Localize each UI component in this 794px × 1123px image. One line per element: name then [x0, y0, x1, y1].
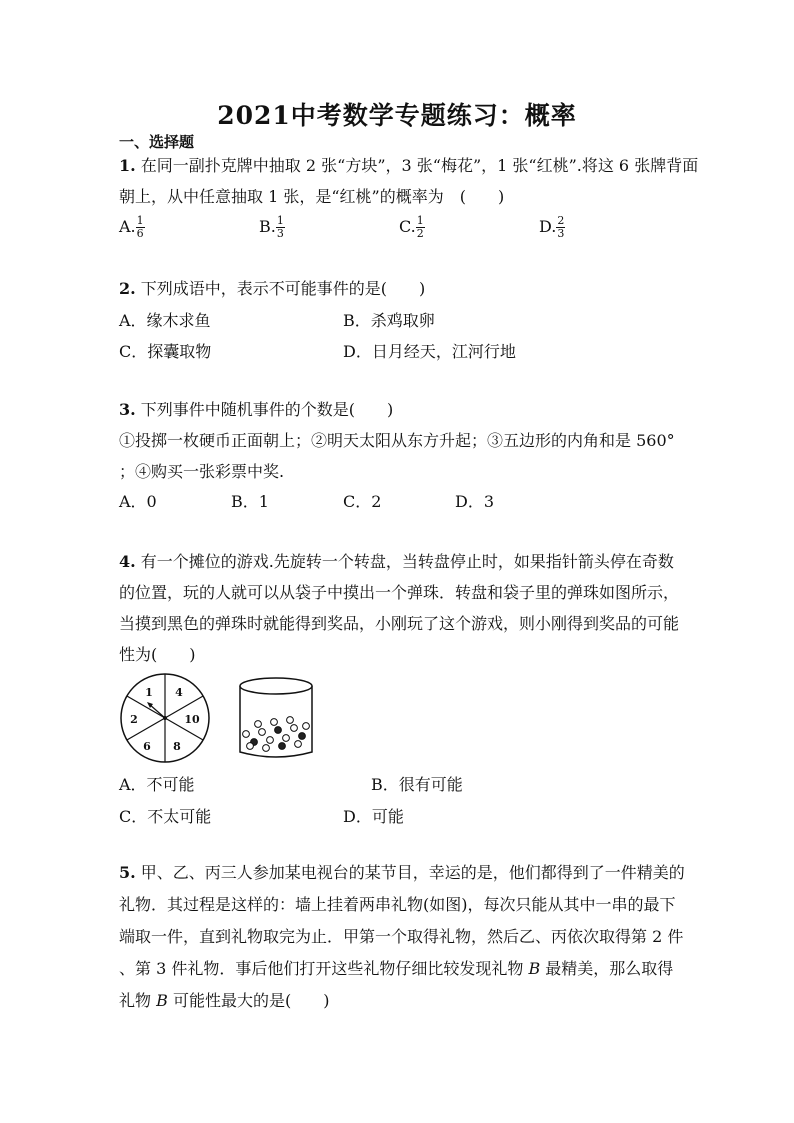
q4-text-line4: 性为( )	[119, 645, 196, 664]
q4-option-c: C．不太可能	[119, 807, 212, 826]
marble	[243, 731, 250, 738]
marble	[271, 719, 278, 726]
q1-option-b: B. $\frac{1}{3}$	[259, 214, 284, 240]
variable-b: B	[156, 991, 168, 1010]
q1-option-b-fraction: $\frac{1}{3}$	[276, 214, 284, 240]
q1-option-a: A. $\frac{1}{6}$	[119, 214, 144, 240]
marble	[259, 729, 266, 736]
q5-text-line5: 礼物 B 可能性最大的是( )	[119, 991, 330, 1010]
q2-stem: 下列成语中，表示不可能事件的是( )	[140, 279, 426, 298]
q3-option-c: C．2	[343, 492, 382, 511]
marble	[287, 717, 294, 724]
q3-events-line2: ；④购买一张彩票中奖.	[119, 462, 285, 481]
q3-stem: 下列事件中随机事件的个数是( )	[140, 400, 394, 419]
q4-text-line3: 当摸到黑色的弹珠时就能得到奖品，小刚玩了这个游戏，则小刚得到奖品的可能	[119, 614, 680, 633]
marble	[247, 743, 254, 750]
q3-events-line1: ①投掷一枚硬币正面朝上；②明天太阳从东方升起；③五边形的内角和是 560°	[119, 431, 675, 450]
q3-option-d: D．3	[455, 492, 495, 511]
q1-line1	[119, 153, 698, 176]
spinner-number: 8	[173, 740, 181, 753]
spinner-figure	[119, 672, 211, 764]
q1-number: 1.	[119, 156, 136, 175]
q1-text-line1: 在同一副扑克牌中抽取 2 张“方块”，3 张“梅花”，1 张“红桃”.将这 6 张牌背面	[140, 156, 699, 175]
marble	[275, 727, 282, 734]
q1-option-a-fraction: $\frac{1}{6}$	[136, 214, 144, 240]
q5-text-line1: 甲、乙、丙三人参加某电视台的某节目，幸运的是，他们都得到了一件精美的	[140, 863, 685, 882]
marble	[267, 737, 274, 744]
q3-number: 3.	[119, 400, 136, 419]
q4-option-a: A．不可能	[119, 775, 195, 794]
q2-stem-line	[119, 276, 425, 299]
spinner-number: 4	[175, 686, 183, 699]
q1-option-d: D. $\frac{2}{3}$	[539, 214, 565, 240]
q4-option-d: D．可能	[343, 807, 404, 826]
q1-option-c: C. $\frac{1}{2}$	[399, 214, 424, 240]
q4-line1	[119, 549, 674, 572]
q3-option-b: B．1	[231, 492, 269, 511]
section-heading: 一、选择题	[119, 133, 195, 151]
spinner-number: 1	[145, 686, 153, 699]
q5-text-line2: 礼物．其过程是这样的：墙上挂着两串礼物(如图)，每次只能从其中一串的最下	[119, 895, 676, 914]
marble	[303, 723, 310, 730]
q4-text-line2: 的位置，玩的人就可以从袋子中摸出一个弹珠．转盘和袋子里的弹珠如图所示，	[119, 583, 680, 602]
q4-number: 4.	[119, 552, 136, 571]
q4-option-b: B．很有可能	[371, 775, 463, 794]
q1-text-line2: 朝上，从中任意抽取 1 张，是“红桃”的概率为 ( )	[119, 187, 505, 206]
q5-line1	[119, 860, 685, 883]
marble	[295, 741, 302, 748]
marble	[279, 743, 286, 750]
variable-b: B	[528, 959, 541, 978]
q2-option-a: A．缘木求鱼	[119, 311, 211, 330]
q4-text-line1: 有一个摊位的游戏.先旋转一个转盘，当转盘停止时，如果指针箭头停在奇数	[140, 552, 674, 571]
spinner-number: 2	[130, 713, 138, 726]
q5-number: 5.	[119, 863, 136, 882]
q1-option-c-fraction: $\frac{1}{2}$	[416, 214, 424, 240]
marble	[299, 733, 306, 740]
q2-option-b: B．杀鸡取卵	[343, 311, 435, 330]
marble	[291, 725, 298, 732]
marble-bag-figure	[236, 676, 316, 762]
q2-option-d: D．日月经天，江河行地	[343, 342, 516, 361]
q3-stem-line	[119, 397, 393, 420]
q1-option-d-fraction: $\frac{2}{3}$	[557, 214, 565, 240]
q5-text-line4: 、第 3 件礼物．事后他们打开这些礼物仔细比较发现礼物 B 最精美，那么取得	[119, 959, 674, 978]
marble	[283, 735, 290, 742]
page-title: 2021中考数学专题练习：概率	[217, 101, 577, 130]
q2-option-c: C．探囊取物	[119, 342, 212, 361]
q5-text-line3: 端取一件，直到礼物取完为止．甲第一个取得礼物，然后乙、丙依次取得第 2 件	[119, 927, 684, 946]
spinner-number: 10	[184, 713, 200, 726]
q3-option-a: A．0	[119, 492, 157, 511]
q2-number: 2.	[119, 279, 136, 298]
marble	[255, 721, 262, 728]
marble	[263, 745, 270, 752]
bag-rim	[240, 678, 312, 694]
spinner-number: 6	[143, 740, 151, 753]
